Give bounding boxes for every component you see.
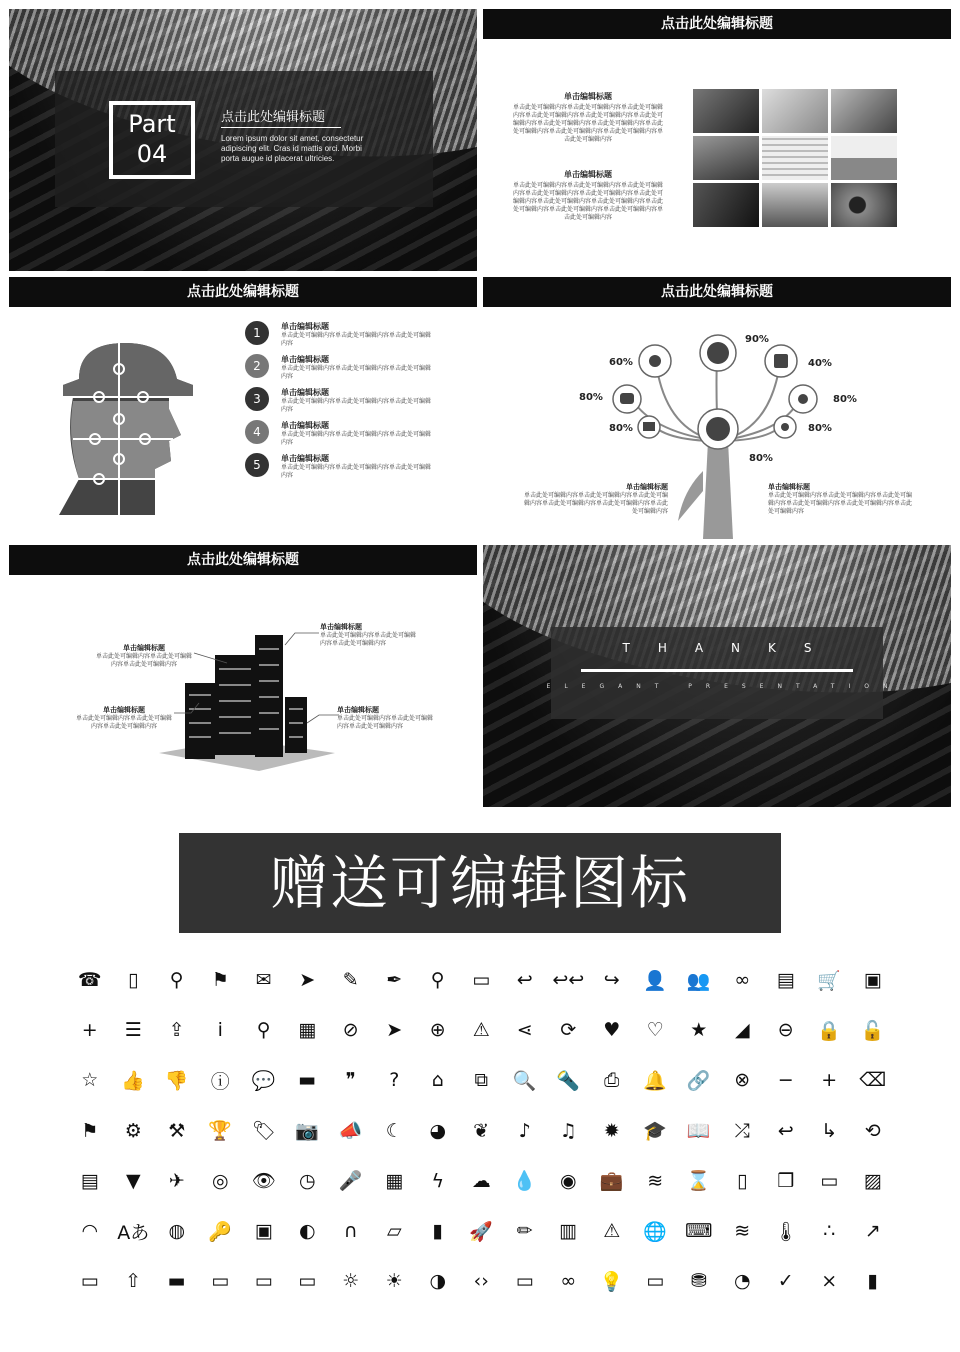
label-heading: 单击编辑标题: [320, 623, 362, 631]
glyph-icon: ‹›: [473, 1270, 489, 1293]
icons-banner: 赠送可编辑图标: [179, 833, 781, 933]
glyph-icon: −: [777, 1069, 794, 1092]
glyph-icon: ▭: [298, 1270, 317, 1293]
glyph-icon: ▯: [128, 969, 139, 992]
glyph-icon: 📣: [338, 1120, 363, 1143]
leader-lines: [9, 545, 477, 807]
label-3: [74, 705, 174, 731]
glyph-icon: ▭: [515, 1270, 534, 1293]
glyph-icon: ∞: [560, 1270, 577, 1293]
glyph-icon: ∩: [343, 1220, 358, 1243]
item-body: 单击此处可编辑内容单击此处可编辑内容单击此处可编辑内容: [281, 431, 432, 446]
glyph-icon: ⤮: [734, 1119, 750, 1142]
glyph-icon: ϟ: [431, 1169, 445, 1192]
slide-photo-grid[interactable]: [483, 9, 951, 271]
glyph-icon: i: [217, 1019, 223, 1042]
photo-woman: [762, 183, 828, 227]
glyph-icon: ⊘: [342, 1019, 359, 1042]
glyph-icon: ▣: [863, 969, 882, 992]
glyph-icon: ◐: [298, 1220, 316, 1243]
glyph-icon: ◠: [81, 1220, 99, 1243]
glyph-icon: ♪: [518, 1119, 531, 1142]
pct-label: 80%: [579, 392, 603, 403]
glyph-icon: ▱: [386, 1220, 402, 1243]
glyph-icon: ✹: [603, 1119, 620, 1142]
thanks-text: THANKS: [622, 641, 840, 655]
part-box: [109, 101, 195, 179]
glyph-icon: 🎤: [338, 1170, 363, 1193]
glyph-icon: 🔓: [860, 1019, 885, 1042]
glyph-icon: ✎: [342, 969, 359, 992]
glyph-icon: ×: [821, 1270, 838, 1293]
glyph-icon: ➤: [299, 969, 316, 992]
photo-paper: [762, 89, 828, 133]
glyph-icon: ♥: [603, 1019, 621, 1042]
glyph-icon: ☾: [385, 1119, 403, 1142]
photo-pier: [831, 136, 897, 180]
label-body: 单击此处可编辑内容单击此处可编辑内容单击此处可编辑内容: [75, 715, 172, 730]
text-body: 单击此处可编辑内容单击此处可编辑内容单击此处可编辑内容单击此处可编辑内容单击此处可编辑内容单击此处可编辑内容: [523, 492, 668, 515]
slide-icon-tree[interactable]: [483, 277, 951, 539]
glyph-icon: ☰: [124, 1019, 142, 1042]
item-body: 单击此处可编辑内容单击此处可编辑内容单击此处可编辑内容: [281, 398, 432, 413]
glyph-icon: ▤: [776, 969, 795, 992]
glyph-icon: ▦: [298, 1019, 317, 1042]
glyph-icon: ▭: [820, 1169, 839, 1192]
glyph-icon: 👤: [643, 969, 668, 992]
item-heading: 单击编辑标题: [281, 322, 329, 331]
block-heading: 单击编辑标题: [564, 170, 612, 179]
glyph-icon: ◑: [429, 1270, 447, 1293]
list-item: [245, 420, 445, 453]
slide-title: 点击此处编辑标题: [9, 545, 477, 575]
glyph-icon: ⚲: [256, 1019, 271, 1042]
glyph-icon: ◔: [733, 1270, 751, 1293]
glyph-icon: ↩: [777, 1119, 794, 1142]
glyph-icon: ⚠: [603, 1220, 621, 1243]
glyph-icon: ↗: [864, 1220, 881, 1243]
glyph-icon: 💼: [599, 1170, 624, 1193]
item-heading: 单击编辑标题: [281, 454, 329, 463]
slide-title: 点击此处编辑标题: [483, 9, 951, 39]
item-heading: 单击编辑标题: [281, 388, 329, 397]
glyph-icon: 🌡: [773, 1220, 798, 1243]
label-heading: 单击编辑标题: [103, 706, 145, 714]
glyph-icon: ▨: [863, 1169, 882, 1192]
photo-grid: [693, 89, 897, 229]
glyph-icon: 👥: [686, 969, 711, 992]
glyph-icon: 🔔: [643, 1069, 668, 1092]
pct-label: 80%: [833, 394, 857, 405]
glyph-icon: ☎: [77, 969, 102, 992]
glyph-icon: ♡: [646, 1019, 664, 1042]
glyph-icon: ⊖: [777, 1019, 794, 1042]
glyph-icon: 💧: [512, 1170, 537, 1193]
slide-puzzle-head[interactable]: [9, 277, 477, 539]
glyph-icon: ▮: [432, 1220, 443, 1243]
glyph-icon: 📷: [295, 1120, 320, 1143]
glyph-icon: ▭: [646, 1270, 665, 1293]
glyph-icon: 👎: [164, 1069, 189, 1092]
label-body: 单击此处可编辑内容单击此处可编辑内容单击此处可编辑内容: [95, 653, 192, 668]
glyph-icon: 📖: [686, 1120, 711, 1143]
glyph-icon: 🎓: [643, 1120, 668, 1143]
glyph-icon: ?: [389, 1069, 400, 1092]
glyph-icon: ⌛: [686, 1170, 711, 1193]
glyph-icon: ⟲: [864, 1119, 881, 1142]
glyph-icon: ⚒: [168, 1119, 186, 1142]
number-badge: 5: [245, 453, 269, 477]
glyph-icon: 💬: [251, 1069, 276, 1092]
glyph-icon: ⚑: [211, 969, 229, 992]
glyph-icon: ▦: [385, 1169, 404, 1192]
glyph-icon: ▭: [472, 969, 491, 992]
pct-label: 80%: [609, 423, 633, 434]
glyph-icon: ▭: [254, 1270, 273, 1293]
glyph-icon: ✏: [516, 1220, 533, 1243]
glyph-icon: ⚑: [81, 1119, 99, 1142]
glyph-icon: ⇪: [168, 1019, 185, 1042]
glyph-icon: ⚠: [472, 1019, 490, 1042]
glyph-icon: ⚲: [169, 969, 184, 992]
glyph-icon: 🌐: [643, 1220, 668, 1243]
glyph-icon: ⛃: [690, 1270, 707, 1293]
glyph-icon: ▥: [559, 1220, 578, 1243]
glyph-icon: ♫: [559, 1119, 577, 1142]
glyph-icon: 👍: [121, 1069, 146, 1092]
photo-eye: [831, 183, 897, 227]
label-1: [94, 643, 194, 669]
glyph-icon: +: [821, 1069, 838, 1092]
slide-title: 点击此处编辑标题: [221, 110, 326, 125]
glyph-icon: ↩: [516, 969, 533, 992]
slide-buildings[interactable]: [9, 545, 477, 807]
block-heading: 单击编辑标题: [564, 92, 612, 101]
glyph-icon: ☀: [385, 1270, 403, 1293]
glyph-icon: ❦: [473, 1119, 490, 1142]
glyph-icon: ⚲: [430, 969, 445, 992]
label-body: 单击此处可编辑内容单击此处可编辑内容单击此处可编辑内容: [320, 632, 417, 647]
glyph-icon: ⟳: [560, 1019, 577, 1042]
glyph-icon: ▮: [867, 1270, 878, 1293]
glyph-icon: ◷: [298, 1169, 316, 1192]
glyph-icon: ▼: [125, 1169, 141, 1192]
glyph-icon: ≋: [734, 1220, 751, 1243]
icon-grid: [68, 955, 894, 1305]
glyph-icon: ⊕: [429, 1019, 446, 1042]
number-badge: 2: [245, 354, 269, 378]
label-2: [320, 622, 420, 648]
glyph-icon: ↪: [603, 969, 620, 992]
left-text: [523, 482, 668, 516]
glyph-icon: 👁: [251, 1170, 276, 1193]
part-label: Part: [128, 110, 176, 138]
list-item: [245, 321, 445, 354]
block-body: 单击此处可编辑内容单击此处可编辑内容单击此处可编辑内容单击此处可编辑内容单击此处可编辑内容单击此处可编辑内容单击此处可编辑内容单击此处可编辑内容单击此处可编辑内容单击此处可编辑内容单击此处可编辑内容单击此处可编辑内容: [513, 182, 664, 221]
glyph-icon: ⇧: [125, 1270, 142, 1293]
glyph-icon: ▣: [254, 1220, 273, 1243]
right-text: [768, 482, 913, 516]
label-body: 单击此处可编辑内容单击此处可编辑内容单击此处可编辑内容: [337, 715, 434, 730]
glyph-icon: 🔍: [512, 1069, 537, 1092]
glyph-icon: ◎: [211, 1169, 229, 1192]
glyph-icon: 🚀: [469, 1220, 494, 1243]
glyph-icon: ★: [690, 1019, 708, 1042]
photo-collage: [693, 136, 759, 180]
glyph-icon: ☼: [342, 1270, 360, 1293]
glyph-icon: ⚙: [124, 1119, 142, 1142]
glyph-icon: 🔗: [686, 1069, 711, 1092]
text-block-1: [513, 91, 663, 144]
text-body: 单击此处可编辑内容单击此处可编辑内容单击此处可编辑内容单击此处可编辑内容单击此处可编辑内容单击此处可编辑内容: [768, 492, 913, 515]
puzzle-head-graphic: [59, 339, 195, 515]
glyph-icon: ⌂: [431, 1069, 444, 1092]
glyph-icon: ≋: [647, 1169, 664, 1192]
glyph-icon: 🛒: [817, 969, 842, 992]
photo-document: [762, 136, 828, 180]
glyph-icon: ✉: [255, 969, 272, 992]
glyph-icon: ❒: [777, 1169, 795, 1192]
photo-pencils: [831, 89, 897, 133]
glyph-icon: ✈: [168, 1169, 185, 1192]
glyph-icon: ☁: [471, 1169, 491, 1192]
glyph-icon: ⎙: [604, 1069, 620, 1092]
glyph-icon: 💡: [599, 1270, 624, 1293]
pct-label: 40%: [808, 358, 832, 369]
numbered-list: [245, 321, 445, 486]
glyph-icon: ▬: [298, 1069, 317, 1092]
glyph-icon: ⧉: [474, 1069, 489, 1092]
glyph-icon: ▭: [211, 1270, 230, 1293]
glyph-icon: ▭: [80, 1270, 99, 1293]
list-item: [245, 387, 445, 420]
glyph-icon: +: [81, 1019, 98, 1042]
glyph-icon: ▬: [167, 1270, 186, 1293]
glyph-icon: ⋖: [516, 1019, 533, 1042]
glyph-icon: ∞: [734, 969, 751, 992]
glyph-icon: ▤: [80, 1169, 99, 1192]
slide-title: 点击此处编辑标题: [483, 277, 951, 307]
pct-label: 90%: [745, 334, 769, 345]
item-body: 单击此处可编辑内容单击此处可编辑内容单击此处可编辑内容: [281, 332, 432, 347]
divider: [581, 669, 853, 672]
text-block-2: [513, 169, 663, 222]
glyph-icon: 🔑: [208, 1220, 233, 1243]
glyph-icon: ➤: [386, 1019, 403, 1042]
text-heading: 单击编辑标题: [768, 483, 810, 491]
slide-thanks[interactable]: [483, 545, 951, 807]
glyph-icon: ✓: [777, 1270, 794, 1293]
number-badge: 4: [245, 420, 269, 444]
part-number: 04: [136, 140, 168, 168]
glyph-icon: ◢: [734, 1019, 750, 1042]
slide-body: Lorem ipsum dolor sit amet, consectetur adipiscing elit. Cras id mattis orci. Morbi porta augue id placerat ultricies.: [221, 134, 364, 163]
block-body: 单击此处可编辑内容单击此处可编辑内容单击此处可编辑内容单击此处可编辑内容单击此处可编辑内容单击此处可编辑内容单击此处可编辑内容单击此处可编辑内容单击此处可编辑内容单击此处可编辑内容单击此处可编辑内容单击此处可编辑内容: [513, 104, 664, 143]
glyph-icon: ⓘ: [210, 1070, 230, 1093]
item-heading: 单击编辑标题: [281, 355, 329, 364]
glyph-icon: ◍: [168, 1220, 186, 1243]
label-4: [337, 705, 437, 731]
subtitle: ELEGANT PRESENTATION: [546, 683, 902, 690]
label-heading: 单击编辑标题: [123, 644, 165, 652]
glyph-icon: ✒: [386, 969, 403, 992]
number-badge: 3: [245, 387, 269, 411]
pct-label: 80%: [808, 423, 832, 434]
glyph-icon: ∴: [823, 1220, 836, 1243]
glyph-icon: 🏷: [251, 1120, 276, 1143]
pct-label: 60%: [609, 357, 633, 368]
glyph-icon: ↩↩: [552, 969, 585, 992]
glyph-icon: ⊗: [734, 1069, 751, 1092]
glyph-icon: ◉: [559, 1169, 577, 1192]
item-heading: 单击编辑标题: [281, 421, 329, 430]
list-item: [245, 453, 445, 486]
photo-coffee: [693, 89, 759, 133]
item-body: 单击此处可编辑内容单击此处可编辑内容单击此处可编辑内容: [281, 464, 432, 479]
text-heading: 单击编辑标题: [626, 483, 668, 491]
item-body: 单击此处可编辑内容单击此处可编辑内容单击此处可编辑内容: [281, 365, 432, 380]
glyph-icon: ⌨: [685, 1220, 713, 1243]
glyph-icon: ◕: [429, 1119, 447, 1142]
label-heading: 单击编辑标题: [337, 706, 379, 714]
list-item: [245, 354, 445, 387]
pct-label: 80%: [749, 453, 773, 464]
slide-title: 点击此处编辑标题: [9, 277, 477, 307]
glyph-icon: ☆: [81, 1069, 99, 1092]
glyph-icon: 🏆: [208, 1120, 233, 1143]
slide-part-04[interactable]: [9, 9, 477, 271]
number-badge: 1: [245, 321, 269, 345]
glyph-icon: ↳: [821, 1119, 838, 1142]
glyph-icon: ❞: [345, 1069, 356, 1092]
divider: [221, 127, 341, 128]
glyph-icon: Aあ: [117, 1221, 150, 1244]
glyph-icon: 🔒: [817, 1019, 842, 1042]
glyph-icon: ⌫: [859, 1069, 887, 1092]
glyph-icon: 🔦: [556, 1069, 581, 1092]
photo-window: [693, 183, 759, 227]
glyph-icon: ▯: [737, 1169, 748, 1192]
